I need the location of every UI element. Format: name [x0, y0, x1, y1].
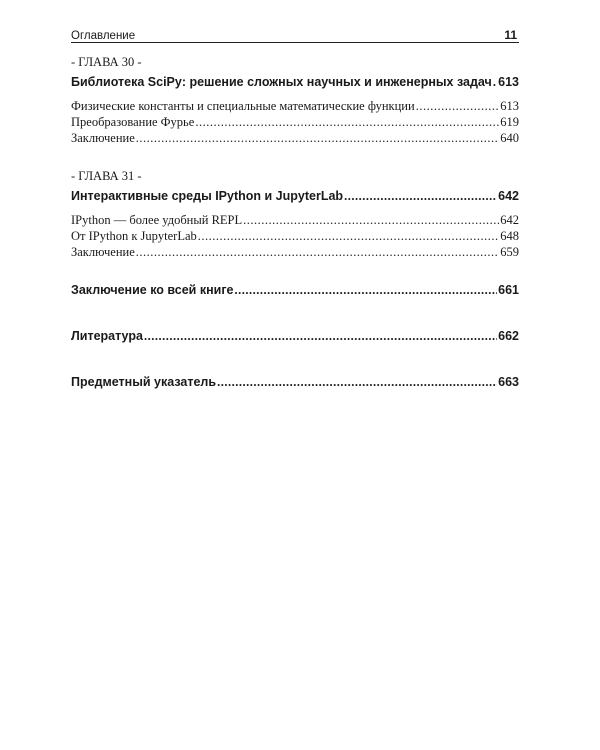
chapter-page: 662 — [498, 329, 519, 343]
dot-leader — [344, 188, 497, 204]
toc-item-page: 619 — [500, 115, 519, 129]
toc-item-page: 613 — [500, 99, 519, 113]
chapter-30-entry[interactable] — [71, 74, 519, 90]
toc-item[interactable] — [71, 98, 519, 114]
page-number: 11 — [504, 28, 517, 42]
toc-item[interactable] — [71, 130, 519, 146]
chapter-31-entry[interactable] — [71, 188, 519, 204]
page-header — [71, 24, 519, 43]
toc-item-title: Заключение — [71, 245, 135, 259]
toc-item-title: От IPython к JupyterLab — [71, 229, 197, 243]
table-of-contents — [71, 46, 519, 390]
toc-item-title: Физические константы и специальные математические функции — [71, 99, 415, 113]
dot-leader — [493, 74, 497, 90]
chapter-page: 613 — [498, 75, 519, 89]
toc-entry-literature[interactable] — [71, 328, 519, 344]
toc-item-title: Преобразование Фурье — [71, 115, 195, 129]
dot-leader — [217, 374, 497, 390]
toc-entry-index[interactable] — [71, 374, 519, 390]
toc-item-page: 640 — [500, 131, 519, 145]
dot-leader — [243, 212, 499, 228]
dot-leader — [136, 244, 500, 260]
toc-item[interactable] — [71, 244, 519, 260]
chapter-title: Заключение ко всей книге — [71, 283, 234, 297]
toc-item-page: 659 — [500, 245, 519, 259]
dot-leader — [144, 328, 497, 344]
chapter-title: Интерактивные среды IPython и JupyterLab — [71, 189, 344, 203]
toc-item[interactable] — [71, 114, 519, 130]
toc-item-title: IPython — более удобный REPL — [71, 213, 243, 227]
toc-item-page: 642 — [500, 213, 519, 227]
toc-item-title: Заключение — [71, 131, 135, 145]
chapter-page: 663 — [498, 375, 519, 389]
dot-leader — [198, 228, 499, 244]
running-header-title: Оглавление — [71, 30, 136, 42]
chapter-title: Библиотека SciPy: решение сложных научных и инженерных задач — [71, 75, 492, 89]
dot-leader — [416, 98, 500, 114]
dot-leader — [234, 282, 497, 298]
chapter-30-label: - ГЛАВА 30 - — [71, 55, 142, 69]
chapter-title: Предметный указатель — [71, 375, 217, 389]
chapter-31-label: - ГЛАВА 31 - — [71, 169, 142, 183]
dot-leader — [195, 114, 499, 130]
chapter-page: 661 — [498, 283, 519, 297]
toc-item[interactable] — [71, 228, 519, 244]
chapter-title: Литература — [71, 329, 143, 343]
dot-leader — [136, 130, 500, 146]
toc-item-page: 648 — [500, 229, 519, 243]
chapter-page: 642 — [498, 189, 519, 203]
toc-item[interactable] — [71, 212, 519, 228]
toc-entry-conclusion[interactable] — [71, 282, 519, 298]
